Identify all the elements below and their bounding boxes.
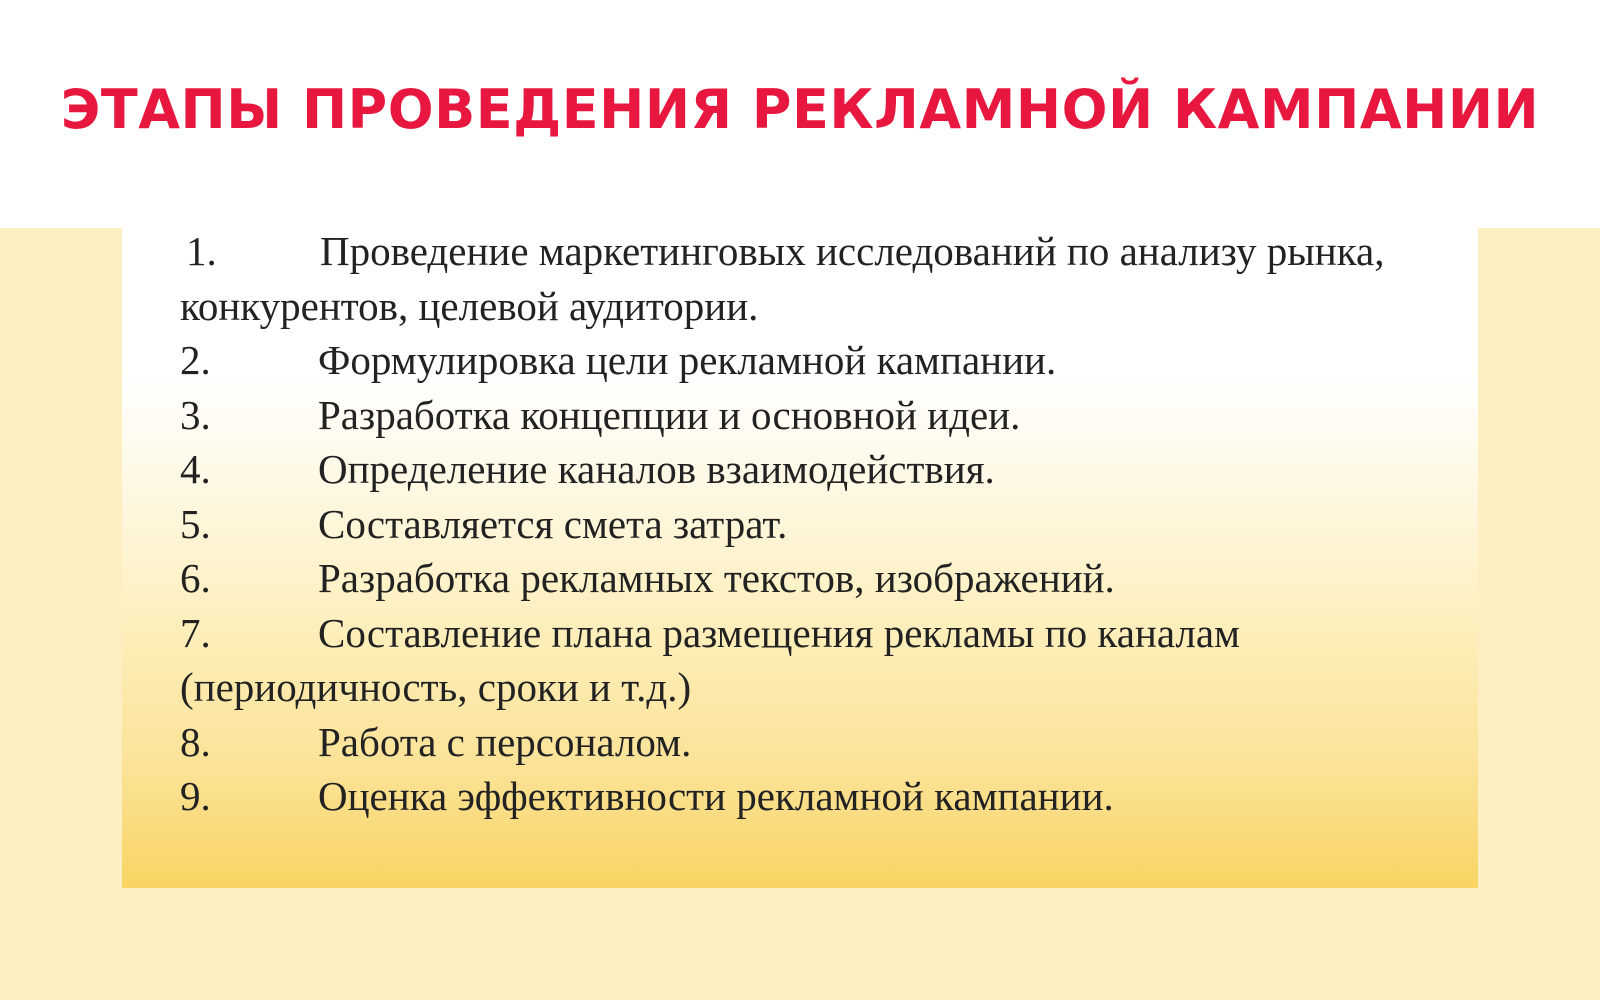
item-number: 7.	[180, 609, 211, 656]
item-text: Формулировка цели рекламной кампании.	[318, 337, 1057, 383]
item-text: Проведение маркетинговых исследований по анализу рынка, конкурентов, целевой аудитории.	[180, 228, 1385, 329]
list-item	[180, 606, 1390, 715]
item-text: Разработка рекламных текстов, изображений.	[318, 555, 1115, 601]
list-item	[180, 769, 1390, 824]
item-text: Составление плана размещения рекламы по каналам (периодичность, сроки и т.д.)	[180, 609, 1240, 710]
item-number: 1.	[186, 228, 217, 274]
list-item	[180, 497, 1390, 552]
item-number: 4.	[180, 446, 211, 492]
item-number: 2.	[180, 337, 211, 383]
list-item	[180, 551, 1390, 606]
item-number: 6.	[180, 555, 211, 601]
item-text: Определение каналов взаимодействия.	[318, 446, 995, 492]
stages-list	[180, 224, 1390, 824]
list-item	[180, 442, 1390, 497]
item-text: Составляется смета затрат.	[318, 500, 788, 547]
item-number: 5.	[180, 500, 211, 547]
item-number: 3.	[180, 391, 211, 438]
item-text: Разработка концепции и основной идеи.	[318, 391, 1021, 438]
page-title: ЭТАПЫ ПРОВЕДЕНИЯ РЕКЛАМНОЙ КАМПАНИИ	[60, 78, 1540, 141]
item-text: Работа с персоналом.	[318, 718, 692, 765]
item-number: 8.	[180, 718, 211, 765]
list-item	[180, 388, 1390, 443]
item-number: 9.	[180, 773, 211, 819]
list-item	[180, 333, 1390, 388]
item-text: Оценка эффективности рекламной кампании.	[318, 773, 1114, 819]
list-item	[180, 224, 1390, 333]
list-item	[180, 715, 1390, 770]
